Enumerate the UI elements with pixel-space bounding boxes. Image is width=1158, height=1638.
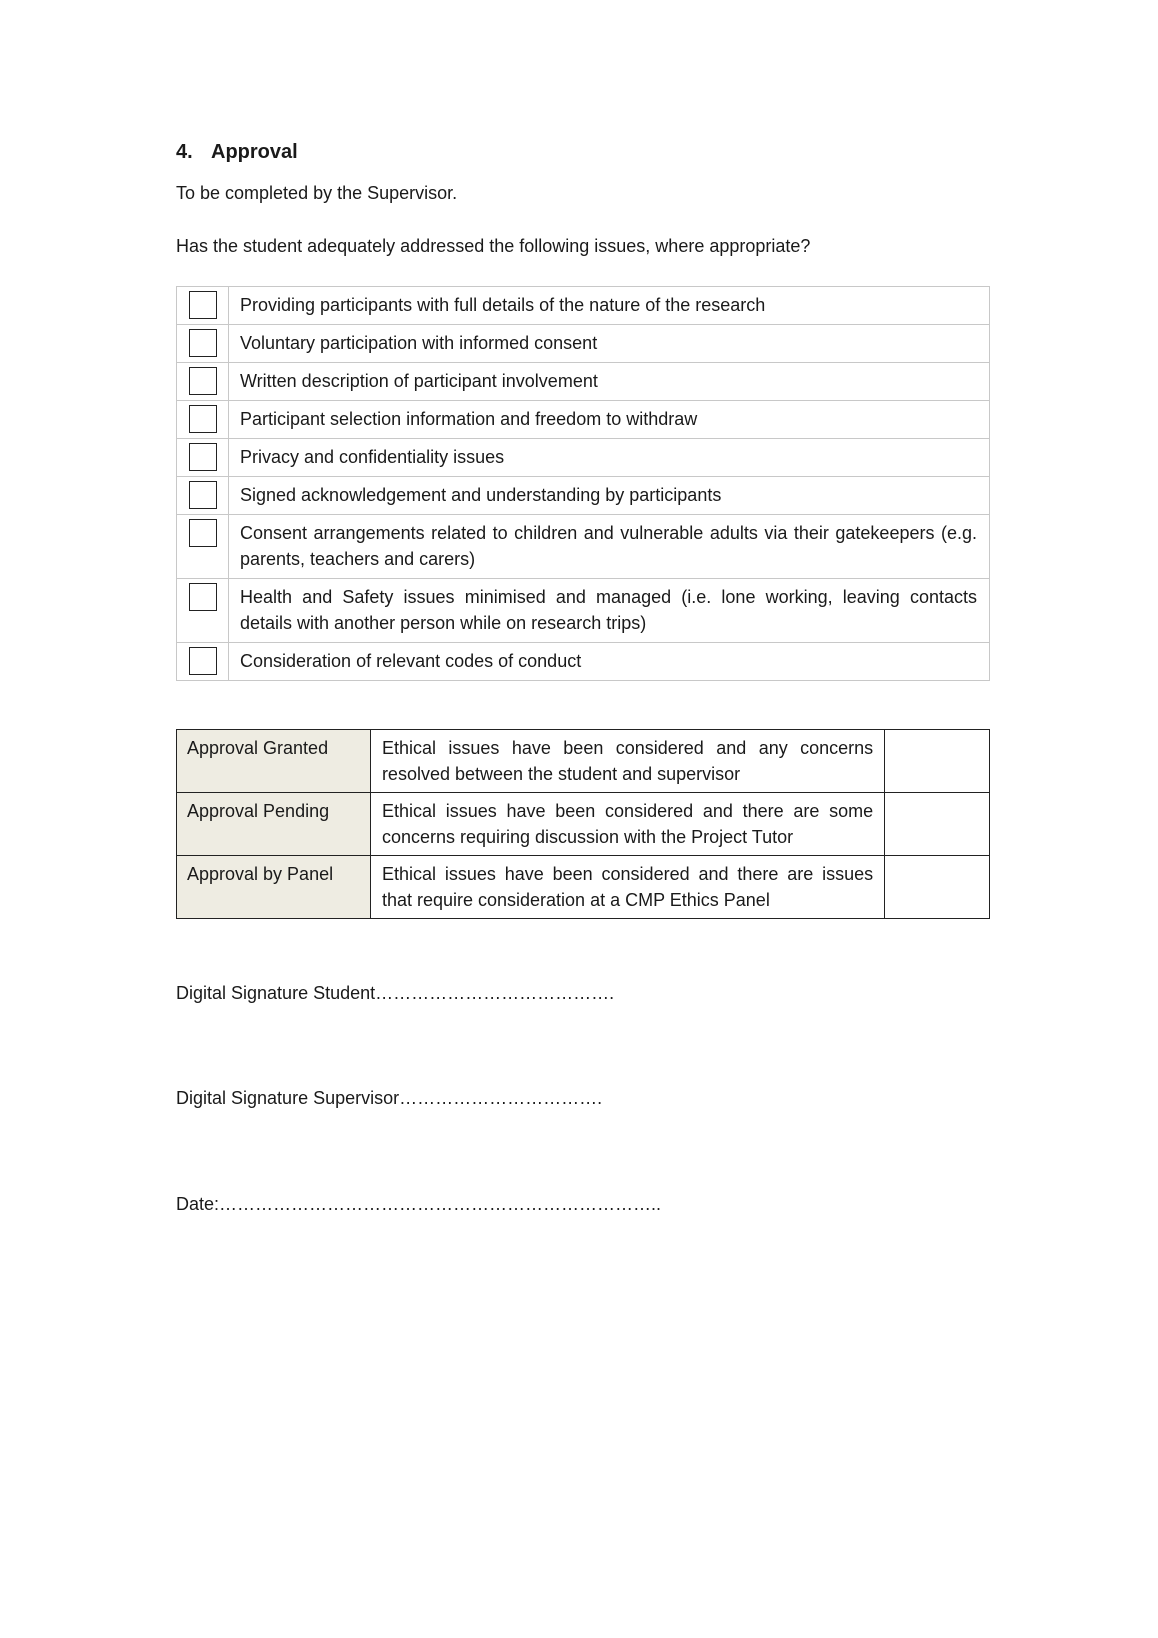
approval-label: Approval by Panel [177,856,371,919]
checkbox[interactable] [189,443,217,471]
approval-description: Ethical issues have been considered and any concerns resolved between the student and supervisor [370,730,884,793]
section-number: 4. [176,141,193,163]
checkbox[interactable] [189,291,217,319]
checkbox[interactable] [189,329,217,357]
supervisor-signature-line[interactable]: Digital Signature Supervisor……………………………. [176,1088,603,1108]
approval-mark-cell[interactable] [885,793,990,856]
checklist-row [177,287,990,325]
checklist-label: Participant selection information and freedom to withdraw [229,401,990,439]
approval-mark-cell[interactable] [885,730,990,793]
checkbox[interactable] [189,647,217,675]
checklist-label: Health and Safety issues minimised and managed (i.e. lone working, leaving contacts details with another person while on research trips) [229,579,990,643]
issues-checklist [176,286,990,681]
student-signature-line[interactable]: Digital Signature Student…………………………………. [176,983,615,1003]
date-line[interactable]: Date:……………………………………………………………….. [176,1194,662,1214]
checklist-row [177,643,990,681]
checklist-label: Voluntary participation with informed consent [229,325,990,363]
section-title: Approval [211,141,298,163]
intro-text: To be completed by the Supervisor. [176,183,458,203]
checkbox[interactable] [189,367,217,395]
approval-table [176,729,990,919]
checklist-label: Signed acknowledgement and understanding by participants [229,477,990,515]
checklist-row [177,401,990,439]
checklist-label: Consent arrangements related to children and vulnerable adults via their gatekeepers (e.g. parents, teachers and carers) [229,515,990,579]
checklist-label: Consideration of relevant codes of conduct [229,643,990,681]
approval-row-pending [177,793,990,856]
approval-description: Ethical issues have been considered and there are issues that require consideration at a CMP Ethics Panel [370,856,884,919]
approval-description: Ethical issues have been considered and there are some concerns requiring discussion with the Project Tutor [370,793,884,856]
approval-mark-cell[interactable] [885,856,990,919]
checklist-row [177,515,990,579]
checkbox[interactable] [189,519,217,547]
approval-row-granted [177,730,990,793]
checklist-label: Written description of participant involvement [229,363,990,401]
checklist-row [177,439,990,477]
approval-label: Approval Pending [177,793,371,856]
checklist-row [177,477,990,515]
checkbox[interactable] [189,481,217,509]
approval-row-panel [177,856,990,919]
approval-label: Approval Granted [177,730,371,793]
checkbox[interactable] [189,583,217,611]
checklist-row [177,579,990,643]
section-heading [176,141,298,164]
checklist-row [177,363,990,401]
checklist-label: Providing participants with full details of the nature of the research [229,287,990,325]
checklist-label: Privacy and confidentiality issues [229,439,990,477]
checkbox[interactable] [189,405,217,433]
checklist-row [177,325,990,363]
question-text: Has the student adequately addressed the following issues, where appropriate? [176,236,811,256]
